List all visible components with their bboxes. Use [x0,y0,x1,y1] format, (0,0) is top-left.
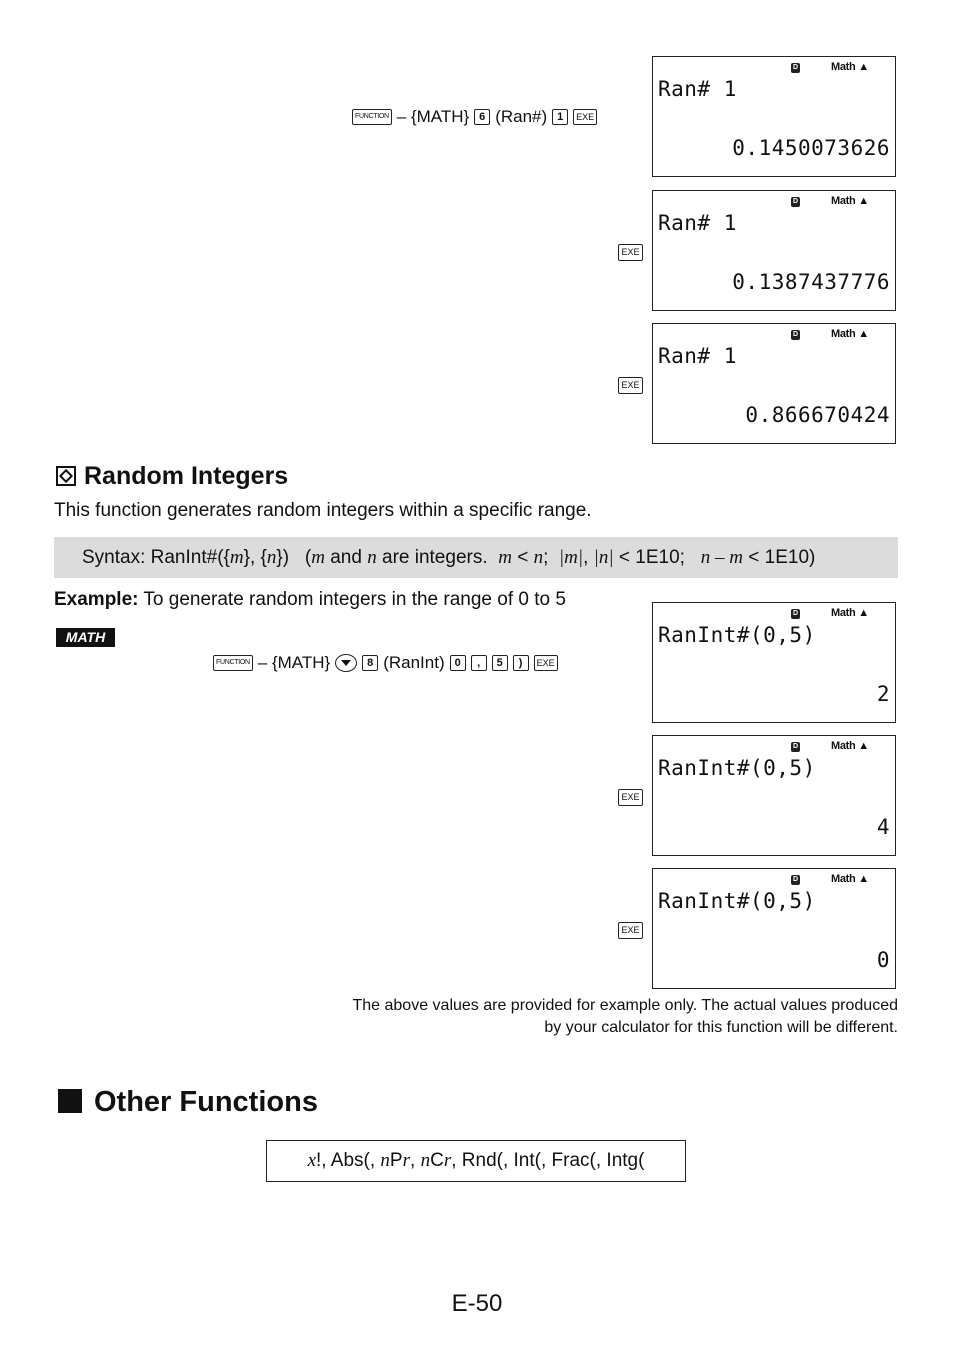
key-5: 5 [492,655,508,671]
example-label: Example: [54,589,139,610]
cond-diff: n – m [700,547,743,568]
cond-lt: < [511,547,534,568]
example-text: To generate random integers in the range of 0 to 5 [143,589,566,610]
key-close-paren: ) [513,655,529,671]
math-mode-indicator: Math ▲ [831,61,869,73]
key-6: 6 [474,109,490,125]
abs-n: |n| [593,547,614,568]
syntax-close: }) [276,547,290,568]
degree-indicator: D [792,876,799,883]
var-m: m [229,547,244,568]
screen-input: RanInt#(0,5) [658,623,816,647]
functions-list-box [266,1140,686,1182]
calc-screen-6 [652,868,896,989]
screen-input: Ran# 1 [658,77,737,101]
func-C: C [430,1150,444,1171]
exe-key: EXE [618,789,643,806]
func-text: !, Abs(, [316,1150,381,1171]
var-m: m [498,547,512,568]
math-mode-indicator: Math ▲ [831,328,869,340]
exe-key: EXE [618,922,643,939]
degree-indicator: D [792,198,799,205]
page-number: E-50 [451,1290,503,1317]
cond-are: are integers. [376,547,488,568]
key-8: 8 [362,655,378,671]
calc-screen-2 [652,190,896,311]
var-x: x [307,1150,316,1171]
key-comma: , [471,655,487,671]
calc-screen-4 [652,602,896,723]
exe-key: EXE [618,377,643,394]
syntax-prefix: Syntax: RanInt#({ [82,547,230,568]
degree-indicator: D [792,64,799,71]
var-r: r [402,1150,411,1171]
ran-key-sequence [352,107,597,127]
exe-key: EXE [618,244,643,261]
degree-indicator: D [792,610,799,617]
exe-key: EXE [534,655,558,671]
var-n: n [266,547,277,568]
example-note [352,995,898,1039]
exe-key: EXE [573,109,597,125]
heading-text: Random Integers [84,462,289,490]
key-0: 0 [450,655,466,671]
screen-output: 4 [876,815,890,839]
random-integers-heading [56,462,288,491]
func-text: , Rnd(, Int(, Frac(, Intg( [451,1150,645,1171]
other-functions-heading [58,1086,318,1119]
screen-input: RanInt#(0,5) [658,889,816,913]
math-mode-indicator: Math ▲ [831,873,869,885]
degree-indicator: D [792,743,799,750]
diamond-bullet-icon [56,466,76,486]
screen-input: Ran# 1 [658,211,737,235]
cond-open: ( [304,547,312,568]
func-sep: , [410,1150,421,1171]
screen-output: 0 [876,948,890,972]
syntax-mid: }, { [243,547,267,568]
math-mode-indicator: Math ▲ [831,607,869,619]
function-key: FUNCTION [352,109,392,125]
var-n: n [420,1150,431,1171]
math-menu-text: – {MATH} [396,107,470,126]
calc-screen-3 [652,323,896,444]
ranint-key-sequence [213,653,558,673]
square-bullet-icon [58,1089,82,1113]
heading-text: Other Functions [94,1086,318,1118]
key-1: 1 [552,109,568,125]
func-P: P [389,1150,403,1171]
screen-input: RanInt#(0,5) [658,756,816,780]
note-line-2: by your calculator for this function will be different. [544,1019,898,1036]
cursor-down-icon [335,654,357,672]
ranint-label: (RanInt) [383,653,445,672]
abs-m: |m| [558,547,584,568]
calc-screen-1 [652,56,896,177]
cond-limit: < 1E10; [613,547,685,568]
var-n: n [367,547,377,568]
math-mode-indicator: Math ▲ [831,195,869,207]
screen-input: Ran# 1 [658,344,737,368]
var-m: m [311,547,325,568]
example-line [54,589,566,611]
screen-output: 0.1387437776 [732,270,890,294]
syntax-bar [54,537,898,578]
calc-screen-5 [652,735,896,856]
function-key: FUNCTION [213,655,253,671]
cond-and: and [324,547,368,568]
degree-indicator: D [792,331,799,338]
screen-output: 0.866670424 [745,403,890,427]
note-line-1: The above values are provided for example only. The actual values produced [352,997,898,1014]
var-n: n [380,1150,390,1171]
math-menu-text: – {MATH} [257,653,331,672]
description: This function generates random integers within a specific range. [54,500,592,521]
screen-output: 2 [876,682,890,706]
cond-limit2: < 1E10) [743,547,816,568]
var-r: r [443,1150,452,1171]
cond-semi: ; [543,547,549,568]
math-mode-badge: MATH [56,628,115,647]
ran-label: (Ran#) [495,107,548,126]
screen-output: 0.1450073626 [732,136,890,160]
var-n: n [533,547,544,568]
cond-comma: , [583,547,594,568]
math-mode-indicator: Math ▲ [831,740,869,752]
